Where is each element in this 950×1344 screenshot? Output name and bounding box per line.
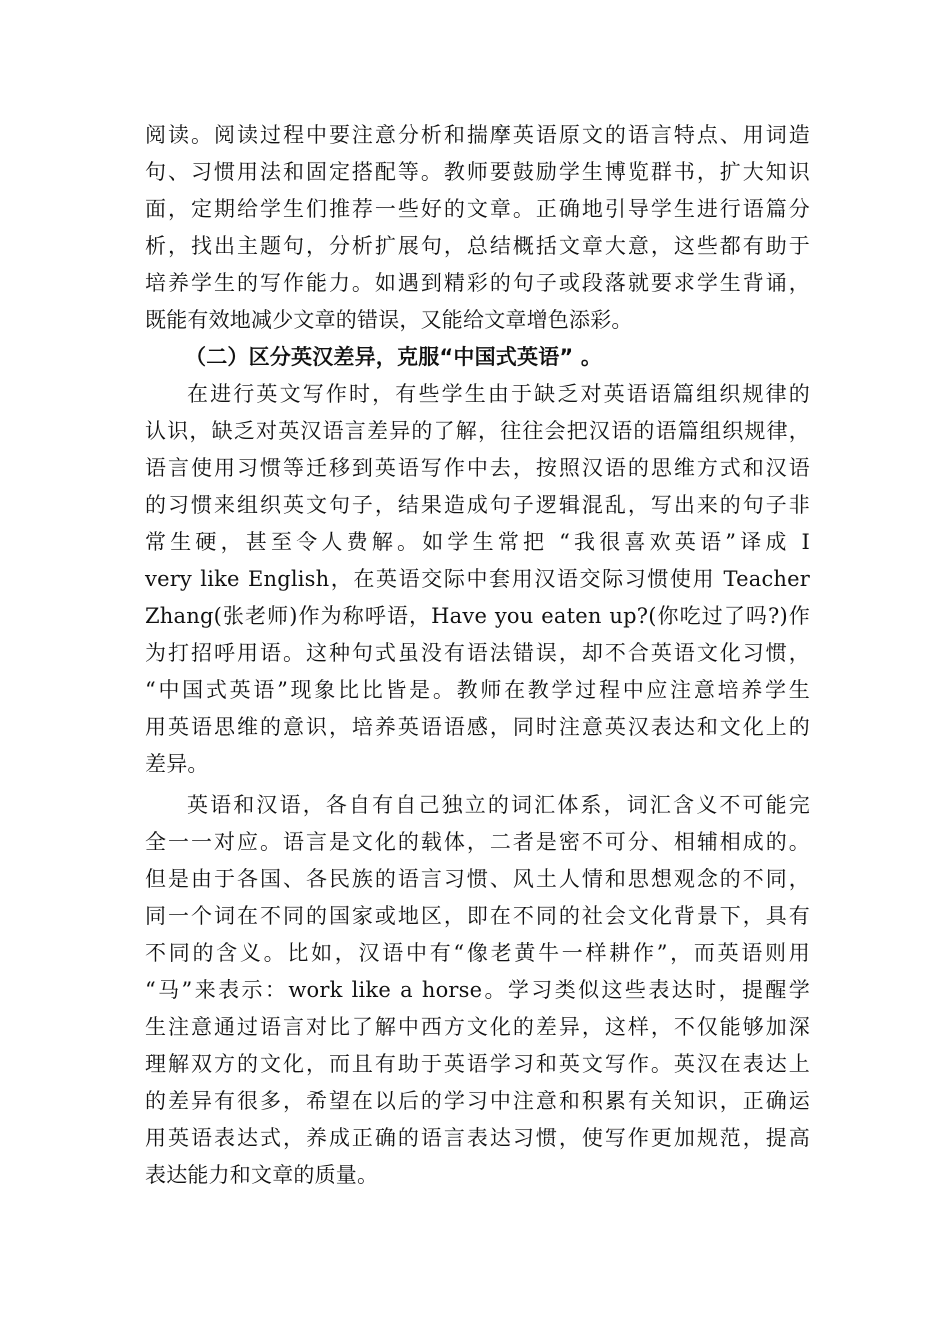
paragraph-2-line-4: 的习惯来组织英文句子，结果造成句子逻辑混乱，写出来的句子非 (145, 493, 810, 517)
paragraph-2-line-5: 常生硬，甚至令人费解。如学生常把 “我很喜欢英语”译成 I (145, 530, 810, 554)
paragraph-1-line-6: 既能有效地减少文章的错误，又能给文章增色添彩。 (145, 308, 633, 332)
paragraph-2-line-7: Zhang(张老师)作为称呼语，Have you eaten up?(你吃过了吗?)作 (145, 604, 810, 628)
paragraph-3-line-2: 全一一对应。语言是文化的载体，二者是密不可分、相辅相成的。 (145, 830, 810, 854)
paragraph-1-line-1: 阅读。阅读过程中要注意分析和揣摩英语原文的语言特点、用词造 (145, 123, 810, 147)
paragraph-2-line-9: “中国式英语”现象比比皆是。教师在教学过程中应注意培养学生 (145, 678, 810, 702)
paragraph-1-line-5: 培养学生的写作能力。如遇到精彩的句子或段落就要求学生背诵， (145, 271, 810, 295)
paragraph-2-line-1: 在进行英文写作时，有些学生由于缺乏对英语语篇组织规律的 (187, 382, 810, 406)
paragraph-3-line-1: 英语和汉语，各自有自己独立的词汇体系，词汇含义不可能完 (187, 793, 810, 817)
paragraph-2-line-2: 认识，缺乏对英汉语言差异的了解，往往会把汉语的语篇组织规律， (145, 419, 810, 443)
paragraph-2-line-8: 为打招呼用语。这种句式虽没有语法错误，却不合英语文化习惯， (145, 641, 810, 665)
paragraph-2-line-11: 差异。 (145, 752, 209, 776)
paragraph-2-line-3: 语言使用习惯等迁移到英语写作中去，按照汉语的思维方式和汉语 (145, 456, 810, 480)
paragraph-3-line-4: 同一个词在不同的国家或地区，即在不同的社会文化背景下，具有 (145, 904, 810, 928)
paragraph-3-line-8: 理解双方的文化，而且有助于英语学习和英文写作。英汉在表达上 (145, 1052, 810, 1076)
paragraph-3-line-10: 用英语表达式，养成正确的语言表达习惯，使写作更加规范，提高 (145, 1126, 810, 1150)
paragraph-3-line-11: 表达能力和文章的质量。 (145, 1163, 379, 1187)
paragraph-2-line-6: very like English，在英语交际中套用汉语交际习惯使用 Teacher (145, 567, 810, 591)
paragraph-3-line-3: 但是由于各国、各民族的语言习惯、风土人情和思想观念的不同， (145, 867, 810, 891)
paragraph-2-line-10: 用英语思维的意识，培养英语语感，同时注意英汉表达和文化上的 (145, 715, 810, 739)
paragraph-3-line-7: 生注意通过语言对比了解中西方文化的差异，这样，不仅能够加深 (145, 1015, 810, 1039)
paragraph-1-line-4: 析，找出主题句，分析扩展句，总结概括文章大意，这些都有助于 (145, 234, 810, 258)
paragraph-3-line-6: “马”来表示：work like a horse。学习类似这些表达时，提醒学 (145, 978, 810, 1002)
paragraph-3-line-5: 不同的含义。比如，汉语中有“像老黄牛一样耕作”，而英语则用 (145, 941, 810, 965)
section-heading: （二）区分英汉差异，克服“中国式英语” 。 (185, 345, 603, 369)
paragraph-1-line-2: 句、习惯用法和固定搭配等。教师要鼓励学生博览群书，扩大知识 (145, 160, 810, 184)
paragraph-3-line-9: 的差异有很多，希望在以后的学习中注意和积累有关知识，正确运 (145, 1089, 810, 1113)
paragraph-1-line-3: 面，定期给学生们推荐一些好的文章。正确地引导学生进行语篇分 (145, 197, 810, 221)
